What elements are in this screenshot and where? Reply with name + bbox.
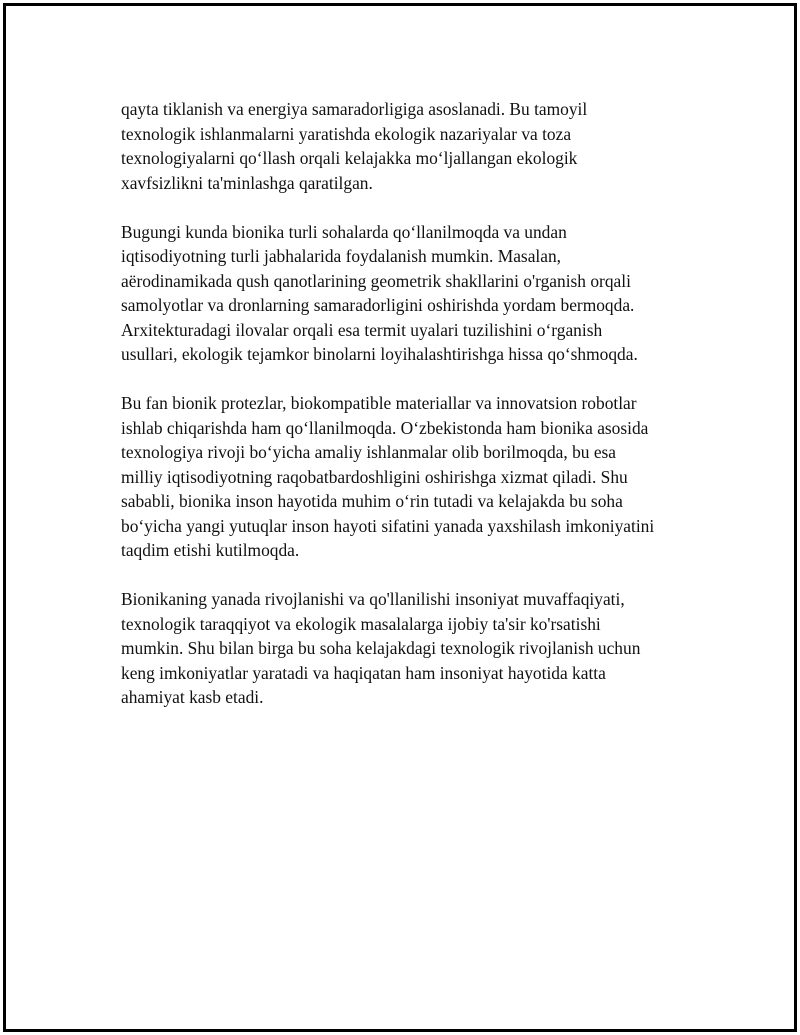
text-line: texnologik taraqqiyot va ekologik masalalarga ijobiy ta'sir ko'rsatishi [121, 613, 601, 634]
text-line: usullari, ekologik tejamkor binolarni loyihalashtirishga hissa qo‘shmoqda. [121, 344, 638, 364]
text-line: Bu fan bionik protezlar, biokompatible materiallar va innovatsion robotlar [121, 393, 637, 413]
paragraph-bionics-future [121, 587, 701, 710]
text-line: aërodinamikada qush qanotlarining geometrik shakllarini o'rganish orqali [121, 270, 631, 291]
text-line: texnologiya rivoji bo‘yicha amaliy ishlanmalar olib borilmoqda, bu esa [121, 442, 617, 462]
text-line: iqtisodiyotning turli jabhalarida foydalanish mumkin. Masalan, [121, 246, 562, 266]
paragraph-recovery-energy [121, 97, 701, 195]
text-line: samolyotlar va dronlarning samaradorligini oshirishda yordam bermoqda. [121, 295, 635, 315]
text-line: mumkin. Shu bilan birga bu soha kelajakdagi texnologik rivojlanish uchun [121, 638, 641, 658]
text-line: texnologiyalarni qo‘llash orqali kelajakka mo‘ljallangan ekologik [121, 148, 578, 168]
text-line: sababli, bionika inson hayotida muhim o‘rin tutadi va kelajakda bu soha [121, 491, 623, 511]
text-line: Bionikaning yanada rivojlanishi va qo'llanilishi insoniyat muvaffaqiyati, [121, 589, 625, 609]
paragraph-bionic-prosthetics [121, 391, 701, 563]
paragraph-bionics-applications [121, 220, 701, 367]
text-line: milliy iqtisodiyotning raqobatbardoshligini oshirishga xizmat qiladi. Shu [121, 466, 628, 487]
text-line: xavfsizlikni ta'minlashga qaratilgan. [121, 172, 373, 193]
text-line: ishlab chiqarishda ham qo‘llanilmoqda. O‘zbekistonda ham bionika asosida [121, 417, 649, 438]
text-line: texnologik ishlanmalarni yaratishda ekologik nazariyalar va toza [121, 123, 572, 144]
text-line: keng imkoniyatlar yaratadi va haqiqatan ham insoniyat hayotida katta [121, 662, 606, 683]
text-line: ahamiyat kasb etadi. [121, 687, 264, 707]
text-line: Arxitekturadagi ilovalar orqali esa termit uyalari tuzilishini o‘rganish [121, 319, 603, 340]
document-body [121, 97, 701, 734]
text-line: taqdim etishi kutilmoqda. [121, 540, 300, 560]
text-line: qayta tiklanish va energiya samaradorligiga asoslanadi. Bu tamoyil [121, 99, 588, 119]
text-line: bo‘yicha yangi yutuqlar inson hayoti sifatini yanada yaxshilash imkoniyatini [121, 515, 655, 536]
text-line: Bugungi kunda bionika turli sohalarda qo‘llanilmoqda va undan [121, 221, 567, 242]
page-border [3, 3, 797, 1032]
